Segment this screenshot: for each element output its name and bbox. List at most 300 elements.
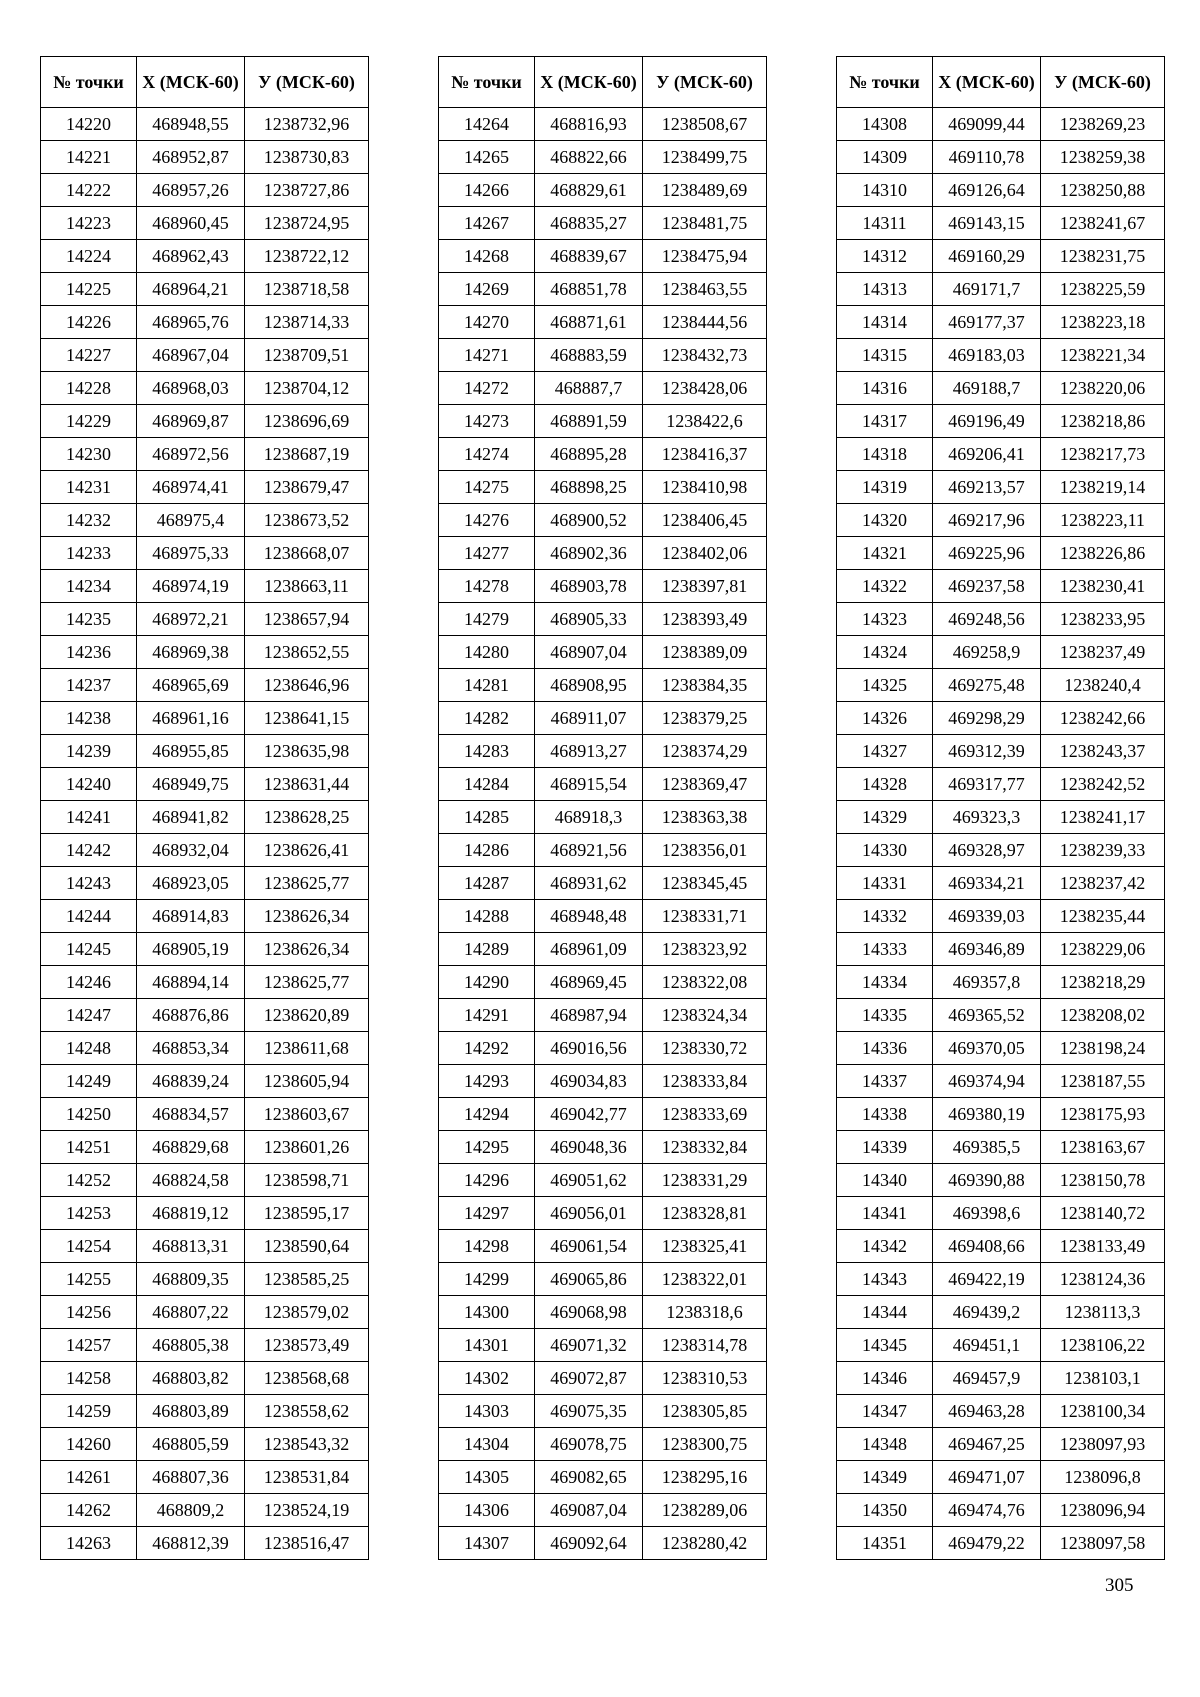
- x-coordinate-cell: 469225,96: [933, 537, 1041, 570]
- x-coordinate-cell: 469143,15: [933, 207, 1041, 240]
- y-coordinate-cell: 1238259,38: [1041, 141, 1165, 174]
- x-coordinate-cell: 469275,48: [933, 669, 1041, 702]
- y-coordinate-cell: 1238611,68: [245, 1032, 369, 1065]
- x-coordinate-cell: 468839,24: [137, 1065, 245, 1098]
- x-coordinate-cell: 469048,36: [535, 1131, 643, 1164]
- point-number-cell: 14255: [41, 1263, 137, 1296]
- y-coordinate-cell: 1238579,02: [245, 1296, 369, 1329]
- x-coordinate-cell: 469385,5: [933, 1131, 1041, 1164]
- x-coordinate-cell: 469374,94: [933, 1065, 1041, 1098]
- point-number-cell: 14275: [439, 471, 535, 504]
- table-row: [837, 1131, 1165, 1164]
- table-row: [439, 1098, 767, 1131]
- table-row: [41, 372, 369, 405]
- y-coordinate-cell: 1238310,53: [643, 1362, 767, 1395]
- point-number-cell: 14271: [439, 339, 535, 372]
- point-number-cell: 14327: [837, 735, 933, 768]
- y-coordinate-cell: 1238558,62: [245, 1395, 369, 1428]
- x-coordinate-cell: 468829,61: [535, 174, 643, 207]
- y-coordinate-cell: 1238389,09: [643, 636, 767, 669]
- point-number-cell: 14283: [439, 735, 535, 768]
- table-row: [41, 306, 369, 339]
- y-coordinate-cell: 1238590,64: [245, 1230, 369, 1263]
- point-number-cell: 14302: [439, 1362, 535, 1395]
- point-number-cell: 14249: [41, 1065, 137, 1098]
- point-number-cell: 14328: [837, 768, 933, 801]
- table-row: [41, 240, 369, 273]
- point-number-cell: 14264: [439, 108, 535, 141]
- point-number-cell: 14225: [41, 273, 137, 306]
- y-coordinate-cell: 1238187,55: [1041, 1065, 1165, 1098]
- table-row: [837, 900, 1165, 933]
- table-row: [439, 570, 767, 603]
- table-row: [41, 999, 369, 1032]
- y-coordinate-cell: 1238150,78: [1041, 1164, 1165, 1197]
- y-coordinate-cell: 1238568,68: [245, 1362, 369, 1395]
- y-coordinate-cell: 1238221,34: [1041, 339, 1165, 372]
- x-coordinate-cell: 469334,21: [933, 867, 1041, 900]
- x-coordinate-cell: 469323,3: [933, 801, 1041, 834]
- x-coordinate-cell: 468948,48: [535, 900, 643, 933]
- table-row: [41, 1362, 369, 1395]
- x-coordinate-cell: 469312,39: [933, 735, 1041, 768]
- point-number-cell: 14344: [837, 1296, 933, 1329]
- table-row: [41, 471, 369, 504]
- point-number-cell: 14224: [41, 240, 137, 273]
- point-number-cell: 14330: [837, 834, 933, 867]
- table-row: [439, 1230, 767, 1263]
- table-row: [837, 405, 1165, 438]
- x-coordinate-header: X (МСК-60): [535, 57, 643, 108]
- x-coordinate-header: X (МСК-60): [933, 57, 1041, 108]
- point-number-cell: 14281: [439, 669, 535, 702]
- y-coordinate-cell: 1238333,69: [643, 1098, 767, 1131]
- y-coordinate-cell: 1238397,81: [643, 570, 767, 603]
- point-number-cell: 14228: [41, 372, 137, 405]
- x-coordinate-cell: 469092,64: [535, 1527, 643, 1560]
- point-number-cell: 14300: [439, 1296, 535, 1329]
- point-number-cell: 14290: [439, 966, 535, 999]
- x-coordinate-cell: 468829,68: [137, 1131, 245, 1164]
- x-coordinate-cell: 468949,75: [137, 768, 245, 801]
- x-coordinate-cell: 468965,69: [137, 669, 245, 702]
- table-row: [41, 636, 369, 669]
- table-row: [837, 240, 1165, 273]
- point-number-cell: 14312: [837, 240, 933, 273]
- x-coordinate-cell: 469258,9: [933, 636, 1041, 669]
- table-row: [41, 1329, 369, 1362]
- y-coordinate-cell: 1238605,94: [245, 1065, 369, 1098]
- point-number-cell: 14307: [439, 1527, 535, 1560]
- table-row: [439, 141, 767, 174]
- y-coordinate-cell: 1238631,44: [245, 768, 369, 801]
- point-number-cell: 14229: [41, 405, 137, 438]
- y-coordinate-cell: 1238657,94: [245, 603, 369, 636]
- y-coordinate-cell: 1238714,33: [245, 306, 369, 339]
- table-row: [41, 1131, 369, 1164]
- y-coordinate-cell: 1238481,75: [643, 207, 767, 240]
- y-coordinate-cell: 1238097,58: [1041, 1527, 1165, 1560]
- y-coordinate-cell: 1238325,41: [643, 1230, 767, 1263]
- table-row: [439, 933, 767, 966]
- point-number-cell: 14284: [439, 768, 535, 801]
- table-row: [439, 537, 767, 570]
- point-number-cell: 14220: [41, 108, 137, 141]
- table-row: [837, 768, 1165, 801]
- y-coordinate-cell: 1238628,25: [245, 801, 369, 834]
- table-row: [837, 1395, 1165, 1428]
- table-row: [439, 273, 767, 306]
- point-number-cell: 14227: [41, 339, 137, 372]
- point-number-cell: 14223: [41, 207, 137, 240]
- table-row: [439, 867, 767, 900]
- point-number-cell: 14321: [837, 537, 933, 570]
- y-coordinate-cell: 1238508,67: [643, 108, 767, 141]
- x-coordinate-cell: 468969,45: [535, 966, 643, 999]
- coordinate-table-3: [836, 56, 1165, 1560]
- y-coordinate-cell: 1238432,73: [643, 339, 767, 372]
- point-number-cell: 14333: [837, 933, 933, 966]
- x-coordinate-cell: 468918,3: [535, 801, 643, 834]
- x-coordinate-cell: 468839,67: [535, 240, 643, 273]
- table-row: [837, 141, 1165, 174]
- y-coordinate-cell: 1238324,34: [643, 999, 767, 1032]
- point-number-cell: 14243: [41, 867, 137, 900]
- table-row: [837, 1527, 1165, 1560]
- x-coordinate-cell: 469390,88: [933, 1164, 1041, 1197]
- point-number-cell: 14293: [439, 1065, 535, 1098]
- table-row: [41, 834, 369, 867]
- x-coordinate-cell: 468923,05: [137, 867, 245, 900]
- x-coordinate-cell: 469177,37: [933, 306, 1041, 339]
- y-coordinate-cell: 1238241,17: [1041, 801, 1165, 834]
- table-row: [837, 603, 1165, 636]
- table-row: [837, 966, 1165, 999]
- point-number-cell: 14322: [837, 570, 933, 603]
- y-coordinate-cell: 1238241,67: [1041, 207, 1165, 240]
- point-number-cell: 14233: [41, 537, 137, 570]
- x-coordinate-cell: 469370,05: [933, 1032, 1041, 1065]
- point-number-cell: 14230: [41, 438, 137, 471]
- table-row: [41, 768, 369, 801]
- point-number-cell: 14317: [837, 405, 933, 438]
- table-row: [837, 339, 1165, 372]
- table-row: [439, 405, 767, 438]
- table-body: [41, 108, 369, 1560]
- x-coordinate-cell: 469071,32: [535, 1329, 643, 1362]
- table-row: [439, 108, 767, 141]
- x-coordinate-cell: 468931,62: [535, 867, 643, 900]
- table-row: [41, 1230, 369, 1263]
- y-coordinate-cell: 1238328,81: [643, 1197, 767, 1230]
- x-coordinate-cell: 468974,19: [137, 570, 245, 603]
- x-coordinate-cell: 469034,83: [535, 1065, 643, 1098]
- y-coordinate-cell: 1238626,34: [245, 933, 369, 966]
- table-row: [439, 174, 767, 207]
- x-coordinate-cell: 468809,2: [137, 1494, 245, 1527]
- page-number: 305: [1105, 1575, 1134, 1596]
- y-coordinate-cell: 1238709,51: [245, 339, 369, 372]
- y-coordinate-cell: 1238704,12: [245, 372, 369, 405]
- point-number-cell: 14318: [837, 438, 933, 471]
- table-row: [439, 966, 767, 999]
- table-row: [837, 174, 1165, 207]
- y-coordinate-cell: 1238363,38: [643, 801, 767, 834]
- table-row: [439, 768, 767, 801]
- x-coordinate-cell: 468887,7: [535, 372, 643, 405]
- point-number-cell: 14306: [439, 1494, 535, 1527]
- point-number-cell: 14237: [41, 669, 137, 702]
- y-coordinate-cell: 1238318,6: [643, 1296, 767, 1329]
- table-row: [837, 570, 1165, 603]
- x-coordinate-cell: 468871,61: [535, 306, 643, 339]
- y-coordinate-cell: 1238679,47: [245, 471, 369, 504]
- x-coordinate-cell: 468816,93: [535, 108, 643, 141]
- x-coordinate-cell: 468822,66: [535, 141, 643, 174]
- x-coordinate-cell: 469171,7: [933, 273, 1041, 306]
- x-coordinate-cell: 468969,87: [137, 405, 245, 438]
- x-coordinate-cell: 469439,2: [933, 1296, 1041, 1329]
- x-coordinate-cell: 468975,33: [137, 537, 245, 570]
- point-number-cell: 14257: [41, 1329, 137, 1362]
- y-coordinate-cell: 1238718,58: [245, 273, 369, 306]
- y-coordinate-cell: 1238208,02: [1041, 999, 1165, 1032]
- x-coordinate-cell: 468972,21: [137, 603, 245, 636]
- point-number-cell: 14345: [837, 1329, 933, 1362]
- y-coordinate-cell: 1238333,84: [643, 1065, 767, 1098]
- y-coordinate-cell: 1238330,72: [643, 1032, 767, 1065]
- table-row: [41, 174, 369, 207]
- table-row: [439, 1461, 767, 1494]
- x-coordinate-cell: 469072,87: [535, 1362, 643, 1395]
- x-coordinate-cell: 468955,85: [137, 735, 245, 768]
- point-number-cell: 14244: [41, 900, 137, 933]
- table-row: [837, 834, 1165, 867]
- y-coordinate-cell: 1238223,18: [1041, 306, 1165, 339]
- point-number-cell: 14267: [439, 207, 535, 240]
- y-coordinate-cell: 1238635,98: [245, 735, 369, 768]
- y-coordinate-cell: 1238314,78: [643, 1329, 767, 1362]
- table-row: [41, 1032, 369, 1065]
- table-row: [837, 504, 1165, 537]
- table-row: [837, 273, 1165, 306]
- table-row: [837, 1032, 1165, 1065]
- y-coordinate-cell: 1238242,66: [1041, 702, 1165, 735]
- y-coordinate-cell: 1238250,88: [1041, 174, 1165, 207]
- point-number-cell: 14282: [439, 702, 535, 735]
- x-coordinate-cell: 468932,04: [137, 834, 245, 867]
- y-coordinate-cell: 1238242,52: [1041, 768, 1165, 801]
- table-row: [439, 1263, 767, 1296]
- table-row: [41, 273, 369, 306]
- y-coordinate-cell: 1238235,44: [1041, 900, 1165, 933]
- table-row: [41, 867, 369, 900]
- x-coordinate-cell: 468921,56: [535, 834, 643, 867]
- table-body: [837, 108, 1165, 1560]
- table-row: [837, 1197, 1165, 1230]
- y-coordinate-cell: 1238220,06: [1041, 372, 1165, 405]
- point-number-cell: 14239: [41, 735, 137, 768]
- table-row: [837, 1296, 1165, 1329]
- x-coordinate-cell: 468876,86: [137, 999, 245, 1032]
- x-coordinate-cell: 469188,7: [933, 372, 1041, 405]
- point-number-cell: 14298: [439, 1230, 535, 1263]
- point-number-cell: 14337: [837, 1065, 933, 1098]
- table-row: [837, 1098, 1165, 1131]
- x-coordinate-cell: 468903,78: [535, 570, 643, 603]
- x-coordinate-cell: 469056,01: [535, 1197, 643, 1230]
- x-coordinate-cell: 468809,35: [137, 1263, 245, 1296]
- table-row: [41, 735, 369, 768]
- table-row: [41, 669, 369, 702]
- y-coordinate-cell: 1238598,71: [245, 1164, 369, 1197]
- y-coordinate-cell: 1238673,52: [245, 504, 369, 537]
- x-coordinate-cell: 469479,22: [933, 1527, 1041, 1560]
- y-coordinate-cell: 1238489,69: [643, 174, 767, 207]
- x-coordinate-cell: 469328,97: [933, 834, 1041, 867]
- x-coordinate-cell: 469065,86: [535, 1263, 643, 1296]
- y-coordinate-cell: 1238663,11: [245, 570, 369, 603]
- y-coordinate-cell: 1238499,75: [643, 141, 767, 174]
- coordinate-table-1: [40, 56, 369, 1560]
- x-coordinate-cell: 469061,54: [535, 1230, 643, 1263]
- y-coordinate-cell: 1238103,1: [1041, 1362, 1165, 1395]
- point-number-cell: 14265: [439, 141, 535, 174]
- table-row: [837, 537, 1165, 570]
- table-row: [41, 1428, 369, 1461]
- y-coordinate-cell: 1238384,35: [643, 669, 767, 702]
- y-coordinate-cell: 1238475,94: [643, 240, 767, 273]
- y-coordinate-cell: 1238626,41: [245, 834, 369, 867]
- point-number-cell: 14350: [837, 1494, 933, 1527]
- x-coordinate-cell: 469317,77: [933, 768, 1041, 801]
- table-row: [41, 1164, 369, 1197]
- table-row: [439, 900, 767, 933]
- y-coordinate-cell: 1238133,49: [1041, 1230, 1165, 1263]
- x-coordinate-cell: 469365,52: [933, 999, 1041, 1032]
- y-coordinate-cell: 1238374,29: [643, 735, 767, 768]
- point-number-cell: 14269: [439, 273, 535, 306]
- point-number-cell: 14332: [837, 900, 933, 933]
- x-coordinate-cell: 469099,44: [933, 108, 1041, 141]
- y-coordinate-cell: 1238652,55: [245, 636, 369, 669]
- point-number-cell: 14335: [837, 999, 933, 1032]
- table-row: [439, 1527, 767, 1560]
- x-coordinate-cell: 468834,57: [137, 1098, 245, 1131]
- point-number-cell: 14342: [837, 1230, 933, 1263]
- y-coordinate-cell: 1238356,01: [643, 834, 767, 867]
- point-number-cell: 14272: [439, 372, 535, 405]
- point-number-cell: 14325: [837, 669, 933, 702]
- x-coordinate-cell: 469206,41: [933, 438, 1041, 471]
- x-coordinate-cell: 469380,19: [933, 1098, 1041, 1131]
- x-coordinate-cell: 469248,56: [933, 603, 1041, 636]
- y-coordinate-cell: 1238625,77: [245, 966, 369, 999]
- point-number-cell: 14226: [41, 306, 137, 339]
- table-row: [837, 1230, 1165, 1263]
- point-number-cell: 14292: [439, 1032, 535, 1065]
- y-coordinate-cell: 1238243,37: [1041, 735, 1165, 768]
- y-coordinate-header: У (МСК-60): [1041, 57, 1165, 108]
- y-coordinate-cell: 1238322,08: [643, 966, 767, 999]
- table-row: [41, 801, 369, 834]
- point-number-cell: 14309: [837, 141, 933, 174]
- x-coordinate-cell: 468895,28: [535, 438, 643, 471]
- x-coordinate-cell: 469082,65: [535, 1461, 643, 1494]
- table-row: [837, 867, 1165, 900]
- table-row: [837, 735, 1165, 768]
- point-number-cell: 14266: [439, 174, 535, 207]
- y-coordinate-cell: 1238393,49: [643, 603, 767, 636]
- table-row: [41, 1494, 369, 1527]
- table-header-row: [837, 57, 1165, 108]
- table-row: [41, 1263, 369, 1296]
- x-coordinate-cell: 469422,19: [933, 1263, 1041, 1296]
- y-coordinate-cell: 1238237,42: [1041, 867, 1165, 900]
- x-coordinate-cell: 468883,59: [535, 339, 643, 372]
- table-row: [837, 801, 1165, 834]
- point-number-cell: 14245: [41, 933, 137, 966]
- y-coordinate-cell: 1238096,94: [1041, 1494, 1165, 1527]
- y-coordinate-cell: 1238237,49: [1041, 636, 1165, 669]
- point-number-cell: 14334: [837, 966, 933, 999]
- point-number-cell: 14259: [41, 1395, 137, 1428]
- y-coordinate-cell: 1238332,84: [643, 1131, 767, 1164]
- point-number-cell: 14234: [41, 570, 137, 603]
- x-coordinate-cell: 468974,41: [137, 471, 245, 504]
- table-row: [837, 438, 1165, 471]
- x-coordinate-cell: 468824,58: [137, 1164, 245, 1197]
- y-coordinate-cell: 1238218,29: [1041, 966, 1165, 999]
- table-row: [439, 471, 767, 504]
- point-number-header: № точки: [837, 57, 933, 108]
- point-number-cell: 14277: [439, 537, 535, 570]
- x-coordinate-cell: 468913,27: [535, 735, 643, 768]
- x-coordinate-cell: 468905,33: [535, 603, 643, 636]
- point-number-cell: 14262: [41, 1494, 137, 1527]
- x-coordinate-cell: 468803,82: [137, 1362, 245, 1395]
- table-body: [439, 108, 767, 1560]
- point-number-cell: 14252: [41, 1164, 137, 1197]
- y-coordinate-cell: 1238595,17: [245, 1197, 369, 1230]
- table-row: [837, 1329, 1165, 1362]
- y-coordinate-cell: 1238280,42: [643, 1527, 767, 1560]
- y-coordinate-cell: 1238124,36: [1041, 1263, 1165, 1296]
- y-coordinate-cell: 1238295,16: [643, 1461, 767, 1494]
- point-number-cell: 14274: [439, 438, 535, 471]
- y-coordinate-cell: 1238626,34: [245, 900, 369, 933]
- table-row: [41, 966, 369, 999]
- table-row: [837, 669, 1165, 702]
- point-number-cell: 14295: [439, 1131, 535, 1164]
- table-row: [439, 1428, 767, 1461]
- x-coordinate-cell: 469110,78: [933, 141, 1041, 174]
- point-number-cell: 14236: [41, 636, 137, 669]
- y-coordinate-cell: 1238379,25: [643, 702, 767, 735]
- point-number-cell: 14310: [837, 174, 933, 207]
- x-coordinate-cell: 469467,25: [933, 1428, 1041, 1461]
- table-row: [837, 636, 1165, 669]
- table-row: [439, 372, 767, 405]
- point-number-cell: 14260: [41, 1428, 137, 1461]
- x-coordinate-cell: 468967,04: [137, 339, 245, 372]
- y-coordinate-cell: 1238322,01: [643, 1263, 767, 1296]
- table-row: [439, 636, 767, 669]
- y-coordinate-cell: 1238219,14: [1041, 471, 1165, 504]
- x-coordinate-cell: 468911,07: [535, 702, 643, 735]
- x-coordinate-cell: 469471,07: [933, 1461, 1041, 1494]
- point-number-cell: 14247: [41, 999, 137, 1032]
